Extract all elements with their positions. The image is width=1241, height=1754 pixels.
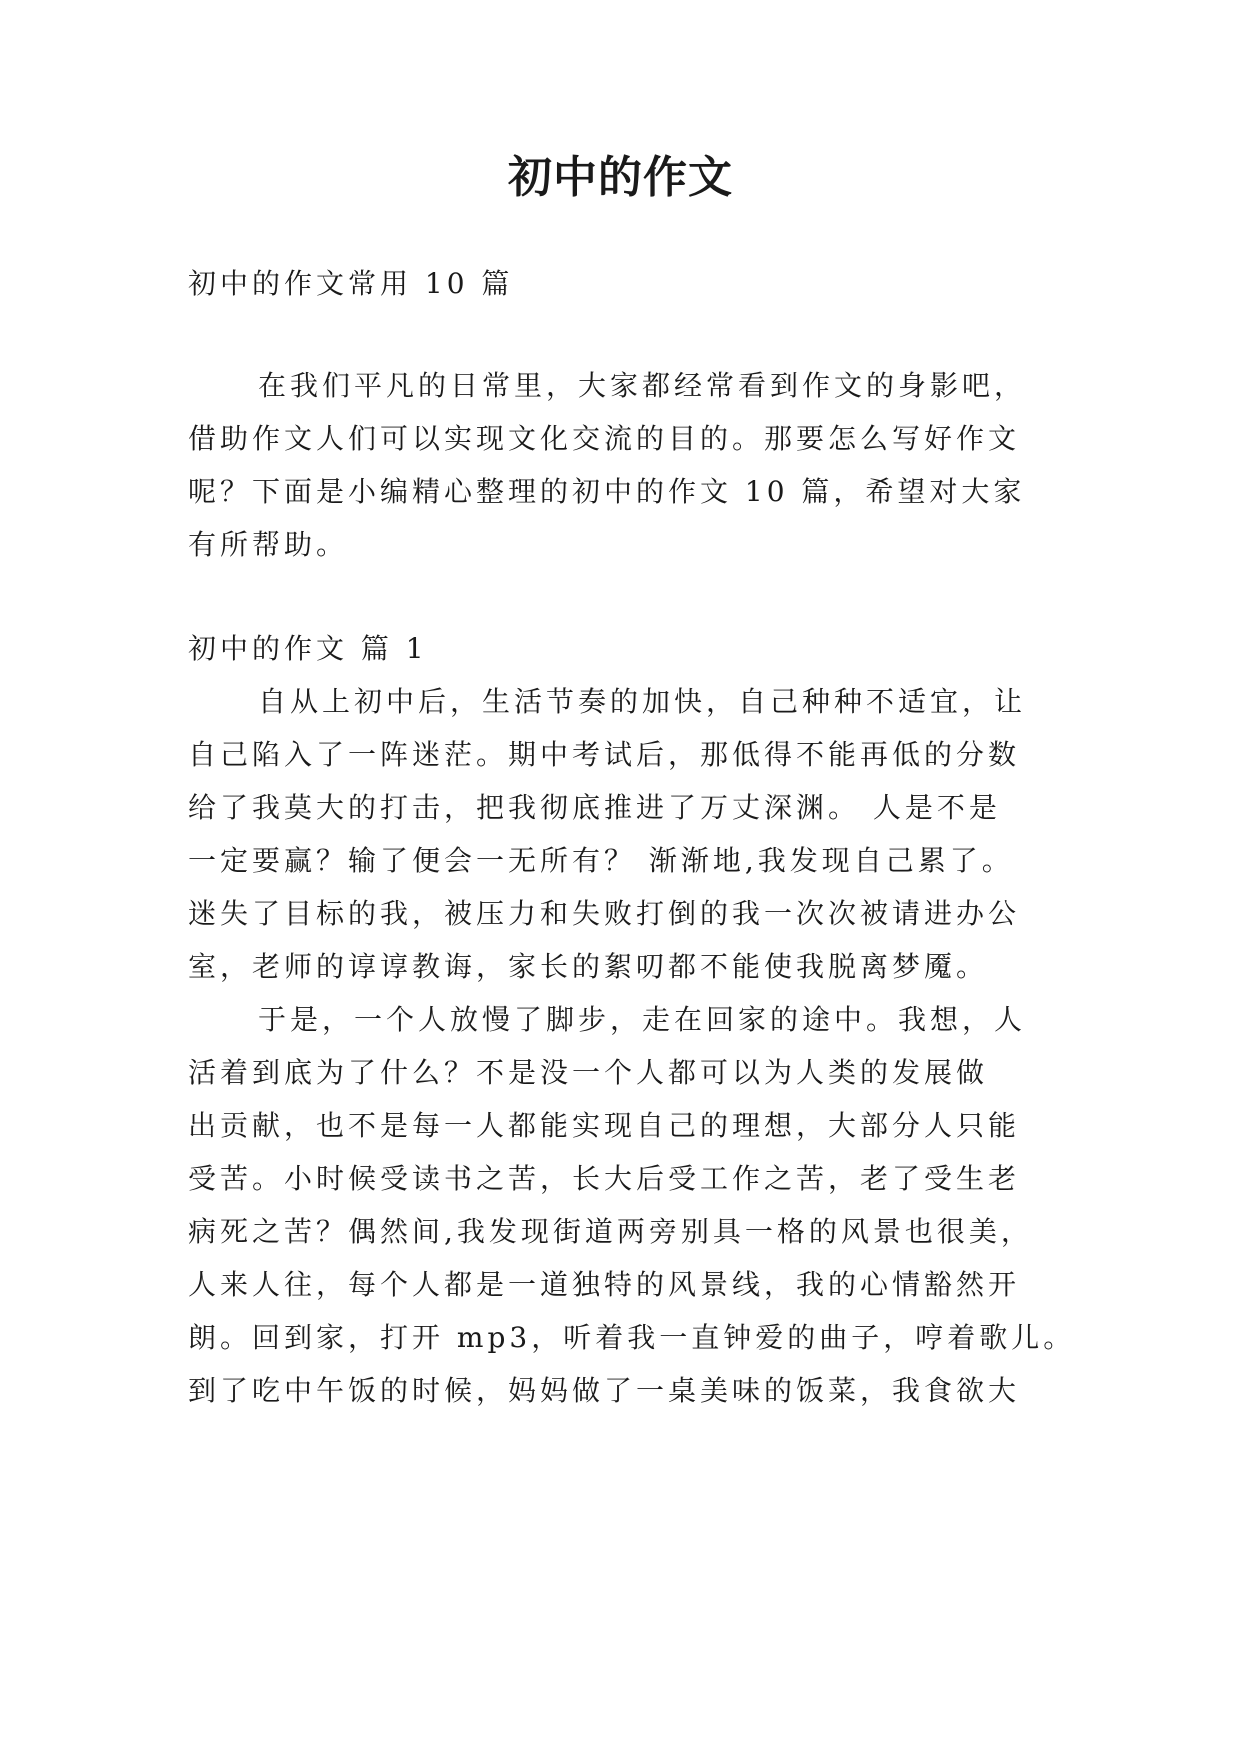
body-line: 出贡献，也不是每一人都能实现自己的理想，大部分人只能 bbox=[188, 1109, 1021, 1142]
body-line: 自从上初中后，生活节奏的加快，自己种种不适宜，让 bbox=[258, 685, 1027, 718]
body-line: 一定要赢？输了便会一无所有？ 渐渐地,我发现自己累了。 bbox=[188, 844, 1014, 877]
document-title: 初中的作文 bbox=[508, 152, 733, 203]
document-subtitle: 初中的作文常用 10 篇 bbox=[188, 267, 514, 300]
body-line: 到了吃中午饭的时候，妈妈做了一桌美味的饭菜，我食欲大 bbox=[188, 1374, 1021, 1407]
body-line: 自己陷入了一阵迷茫。期中考试后，那低得不能再低的分数 bbox=[188, 738, 1021, 771]
section-heading: 初中的作文 篇 1 bbox=[188, 632, 428, 665]
body-line: 朗。回到家，打开 mp3，听着我一直钟爱的曲子，哼着歌儿。 bbox=[188, 1321, 1076, 1354]
body-line: 人来人往，每个人都是一道独特的风景线，我的心情豁然开 bbox=[188, 1268, 1021, 1301]
intro-line: 在我们平凡的日常里，大家都经常看到作文的身影吧， bbox=[258, 369, 1027, 402]
body-line: 室，老师的谆谆教诲，家长的絮叨都不能使我脱离梦魇。 bbox=[188, 950, 989, 983]
intro-line: 呢？下面是小编精心整理的初中的作文 10 篇，希望对大家 bbox=[188, 475, 1026, 508]
body-line: 活着到底为了什么？不是没一个人都可以为人类的发展做 bbox=[188, 1056, 989, 1089]
body-line: 于是，一个人放慢了脚步，走在回家的途中。我想，人 bbox=[258, 1003, 1027, 1036]
body-line: 病死之苦？偶然间,我发现街道两旁别具一格的风景也很美， bbox=[188, 1215, 1033, 1248]
body-line: 受苦。小时候受读书之苦，长大后受工作之苦，老了受生老 bbox=[188, 1162, 1021, 1195]
intro-line: 借助作文人们可以实现文化交流的目的。那要怎么写好作文 bbox=[188, 422, 1021, 455]
body-line: 给了我莫大的打击，把我彻底推进了万丈深渊。 人是不是 bbox=[188, 791, 1001, 824]
intro-line: 有所帮助。 bbox=[188, 528, 349, 561]
body-line: 迷失了目标的我，被压力和失败打倒的我一次次被请进办公 bbox=[188, 897, 1021, 930]
